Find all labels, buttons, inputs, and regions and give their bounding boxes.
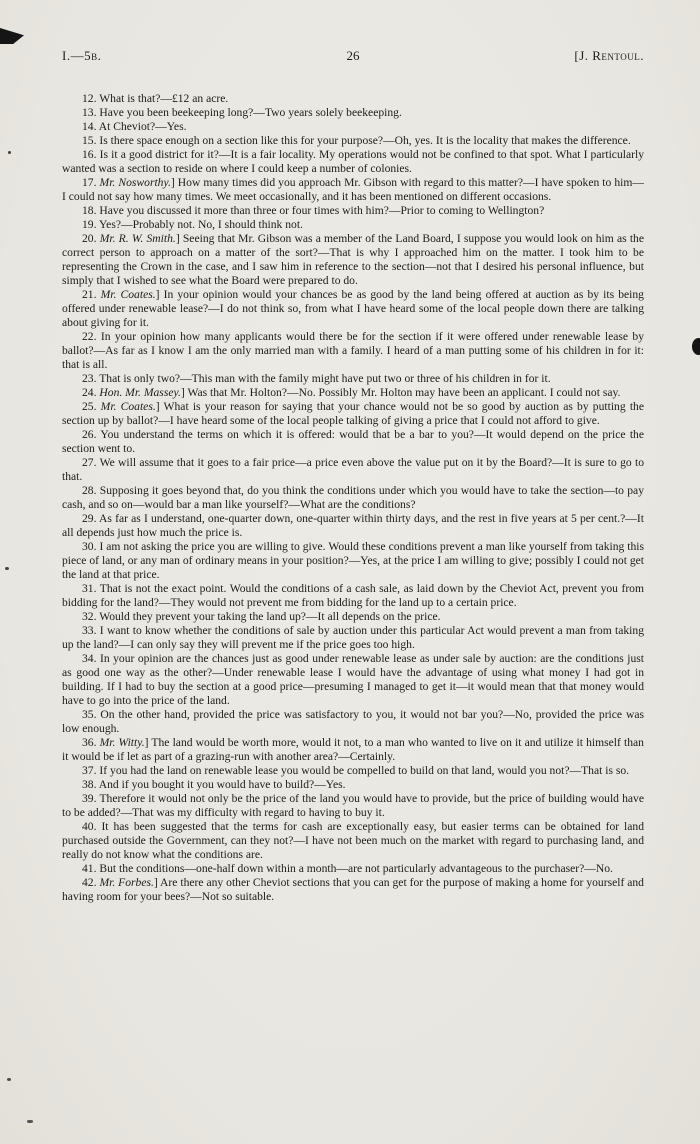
question-text: ] In your opinion would your chances be as good by the land being offered at auction as by its being offered under renewable lease?—I do not think so, from what I have heard some of the local people down there are talking about giving for it. bbox=[62, 288, 644, 329]
question-text: That is only two?—This man with the family might have put two or three of his children in for it. bbox=[99, 372, 551, 385]
question-number: 34. bbox=[82, 652, 97, 665]
question-text: Would they prevent your taking the land up?—It all depends on the price. bbox=[99, 610, 441, 623]
question-number: 21. bbox=[82, 288, 97, 301]
qa-paragraph bbox=[62, 862, 644, 876]
question-number: 27. bbox=[82, 456, 97, 469]
question-number: 17. bbox=[82, 176, 97, 189]
question-number: 33. bbox=[82, 624, 97, 637]
qa-paragraph bbox=[62, 176, 644, 204]
witness-name: [J. Rentoul. bbox=[574, 48, 644, 63]
question-number: 16. bbox=[82, 148, 97, 161]
qa-paragraph bbox=[62, 778, 644, 792]
question-text: But the conditions—one-half down within a month—are not particularly advantageous to the purchaser?—No. bbox=[99, 862, 613, 875]
qa-paragraph bbox=[62, 232, 644, 288]
question-number: 15. bbox=[82, 134, 97, 147]
qa-paragraph bbox=[62, 372, 644, 386]
transcript-body bbox=[62, 92, 644, 904]
qa-paragraph bbox=[62, 386, 644, 400]
qa-paragraph bbox=[62, 484, 644, 512]
qa-paragraph bbox=[62, 218, 644, 232]
question-text: ] The land would be worth more, would it not, to a man who wanted to live on it and utilize it himself than it would be if let as part of a grazing-run with another area?—Certainly. bbox=[62, 736, 644, 763]
question-text: Is there space enough on a section like this for your purpose?—Oh, yes. It is the locality that makes the difference. bbox=[99, 134, 631, 147]
scan-artifact bbox=[27, 1120, 33, 1123]
question-number: 22. bbox=[82, 330, 97, 343]
question-text: ] Seeing that Mr. Gibson was a member of the Land Board, I suppose you would look on him as the correct person to approach on a matter of the sort?—That is why I approached him on the matter. I took him to be representing the Crown in the case, and I saw him in reference to the section—not that I desired his personal influence, but simply that I wished to see what the Board were prepared to do. bbox=[62, 232, 644, 287]
qa-paragraph bbox=[62, 92, 644, 106]
question-text: ] How many times did you approach Mr. Gibson with regard to this matter?—I have spoken to him—I could not say how many times. We meet occasionally, and it has been mentioned on different occasions. bbox=[62, 176, 644, 203]
question-number: 19. bbox=[82, 218, 97, 231]
speaker-name: Mr. Coates. bbox=[100, 400, 156, 413]
scan-artifact bbox=[7, 1078, 11, 1081]
scan-artifact bbox=[5, 567, 9, 570]
qa-paragraph bbox=[62, 820, 644, 862]
question-text: What is that?—£12 an acre. bbox=[99, 92, 229, 105]
question-text: Yes?—Probably not. No, I should think not. bbox=[98, 218, 303, 231]
question-text: Therefore it would not only be the price of the land you would have to provide, but the price of building would have to be added?—That was my difficulty with regard to having to buy it. bbox=[62, 792, 644, 819]
question-text: On the other hand, provided the price was satisfactory to you, it would not bar you?—No, provided the price was low enough. bbox=[62, 708, 644, 735]
question-number: 13. bbox=[82, 106, 97, 119]
question-number: 26. bbox=[82, 428, 97, 441]
question-number: 31. bbox=[82, 582, 97, 595]
qa-paragraph bbox=[62, 624, 644, 652]
question-text: Have you been beekeeping long?—Two years solely beekeeping. bbox=[99, 106, 402, 119]
question-text: As far as I understand, one-quarter down, one-quarter within thirty days, and the rest in five years at 5 per cent.?—It all depends just how much the price is. bbox=[62, 512, 644, 539]
question-number: 39. bbox=[82, 792, 97, 805]
question-number: 42. bbox=[82, 876, 97, 889]
page-header bbox=[62, 48, 644, 66]
qa-paragraph bbox=[62, 610, 644, 624]
speaker-name: Mr. Nosworthy. bbox=[99, 176, 171, 189]
qa-paragraph bbox=[62, 764, 644, 778]
qa-paragraph bbox=[62, 400, 644, 428]
question-number: 24. bbox=[82, 386, 97, 399]
qa-paragraph bbox=[62, 708, 644, 736]
scan-artifact bbox=[0, 28, 24, 44]
qa-paragraph bbox=[62, 512, 644, 540]
speaker-name: Mr. Coates. bbox=[100, 288, 156, 301]
question-text: At Cheviot?—Yes. bbox=[98, 120, 187, 133]
question-text: I am not asking the price you are willing to give. Would these conditions prevent a man like yourself from taking this piece of land, or any man of ordinary means in your position?—Yes, at the price I am willing to give; possibly I could not get the land at that price. bbox=[62, 540, 645, 581]
question-number: 35. bbox=[82, 708, 97, 721]
question-number: 28. bbox=[82, 484, 97, 497]
question-text: ] Was that Mr. Holton?—No. Possibly Mr. Holton may have been an applicant. I could not say. bbox=[180, 386, 621, 399]
qa-paragraph bbox=[62, 876, 644, 904]
speaker-name: Mr. Forbes. bbox=[99, 876, 154, 889]
qa-paragraph bbox=[62, 148, 644, 176]
qa-paragraph bbox=[62, 288, 644, 330]
question-text: ] What is your reason for saying that your chance would not be so good by auction as by putting the section up by ballot?—I have heard some of the local people talking of giving a price that I could not afford to give. bbox=[62, 400, 644, 427]
question-text: And if you bought it you would have to build?—Yes. bbox=[98, 778, 346, 791]
question-number: 12. bbox=[82, 92, 97, 105]
question-text: Is it a good district for it?—It is a fair locality. My operations would not be confined to that spot. What I particularly wanted was a section to reside on where I could keep a number of colonies. bbox=[62, 148, 644, 175]
page-number: 26 bbox=[346, 48, 360, 63]
question-number: 20. bbox=[82, 232, 97, 245]
qa-paragraph bbox=[62, 106, 644, 120]
qa-paragraph bbox=[62, 120, 644, 134]
qa-paragraph bbox=[62, 456, 644, 484]
question-number: 32. bbox=[82, 610, 97, 623]
qa-paragraph bbox=[62, 582, 644, 610]
speaker-name: Hon. Mr. Massey. bbox=[99, 386, 181, 399]
question-number: 30. bbox=[82, 540, 97, 553]
section-number: I.—5b. bbox=[62, 48, 102, 63]
qa-paragraph bbox=[62, 330, 644, 372]
qa-paragraph bbox=[62, 204, 644, 218]
speaker-name: Mr. R. W. Smith. bbox=[99, 232, 176, 245]
qa-paragraph bbox=[62, 540, 644, 582]
qa-paragraph bbox=[62, 134, 644, 148]
question-number: 29. bbox=[82, 512, 97, 525]
question-number: 23. bbox=[82, 372, 97, 385]
question-text: If you had the land on renewable lease you would be compelled to build on that land, would you not?—That is so. bbox=[99, 764, 630, 777]
question-text: We will assume that it goes to a fair price—a price even above the value put on it by the Board?—It is sure to go to that. bbox=[62, 456, 644, 483]
question-text: Supposing it goes beyond that, do you think the conditions under which you would have to take the section—to pay cash, and so on—would bar a man like yourself?—What are the conditions? bbox=[62, 484, 644, 511]
speaker-name: Mr. Witty. bbox=[99, 736, 145, 749]
qa-paragraph bbox=[62, 792, 644, 820]
question-number: 36. bbox=[82, 736, 97, 749]
qa-paragraph bbox=[62, 736, 644, 764]
question-text: Have you discussed it more than three or four times with him?—Prior to coming to Wellington? bbox=[99, 204, 545, 217]
question-text: I want to know whether the conditions of sale by auction under this particular Act would prevent a man from taking up the land?—I can only say they will prevent me if the price goes too high. bbox=[62, 624, 644, 651]
question-number: 41. bbox=[82, 862, 97, 875]
question-text: You understand the terms on which it is offered: would that be a bar to you?—It would depend on the price the section went to. bbox=[62, 428, 644, 455]
question-number: 25. bbox=[82, 400, 97, 413]
question-text: That is not the exact point. Would the conditions of a cash sale, as laid down by the Cheviot Act, prevent you from bidding for the land?—They would not prevent me from bidding for the land up to a certain price. bbox=[62, 582, 644, 609]
question-text: In your opinion how many applicants would there be for the section if it were offered under renewable lease by ballot?—As far as I know I am the only married man with a family. I heard of a man putting some of his children in for it: that is all. bbox=[62, 330, 644, 371]
qa-paragraph bbox=[62, 428, 644, 456]
question-number: 40. bbox=[82, 820, 97, 833]
scan-artifact bbox=[8, 151, 11, 154]
scan-artifact bbox=[692, 338, 700, 355]
question-text: It has been suggested that the terms for cash are exceptionally easy, but easier terms can be obtained for land purchased outside the Government, can they not?—I have not been much on the market with regard to purchasing land, and really do not know what the conditions are. bbox=[62, 820, 644, 861]
question-text: ] Are there any other Cheviot sections that you can get for the purpose of making a home for yourself and having room for your bees?—Not so suitable. bbox=[62, 876, 644, 903]
question-number: 14. bbox=[82, 120, 97, 133]
question-text: In your opinion are the chances just as good under renewable lease as under sale by auction: are the conditions just as good one way as the other?—Under renewable lease I would have the advantage of using what money I had got in building. If I had to buy the section at a good price—presuming I managed to get it—it would mean that that money would have to go into the price of the land. bbox=[62, 652, 644, 707]
question-number: 38. bbox=[82, 778, 97, 791]
question-number: 37. bbox=[82, 764, 97, 777]
question-number: 18. bbox=[82, 204, 97, 217]
qa-paragraph bbox=[62, 652, 644, 708]
